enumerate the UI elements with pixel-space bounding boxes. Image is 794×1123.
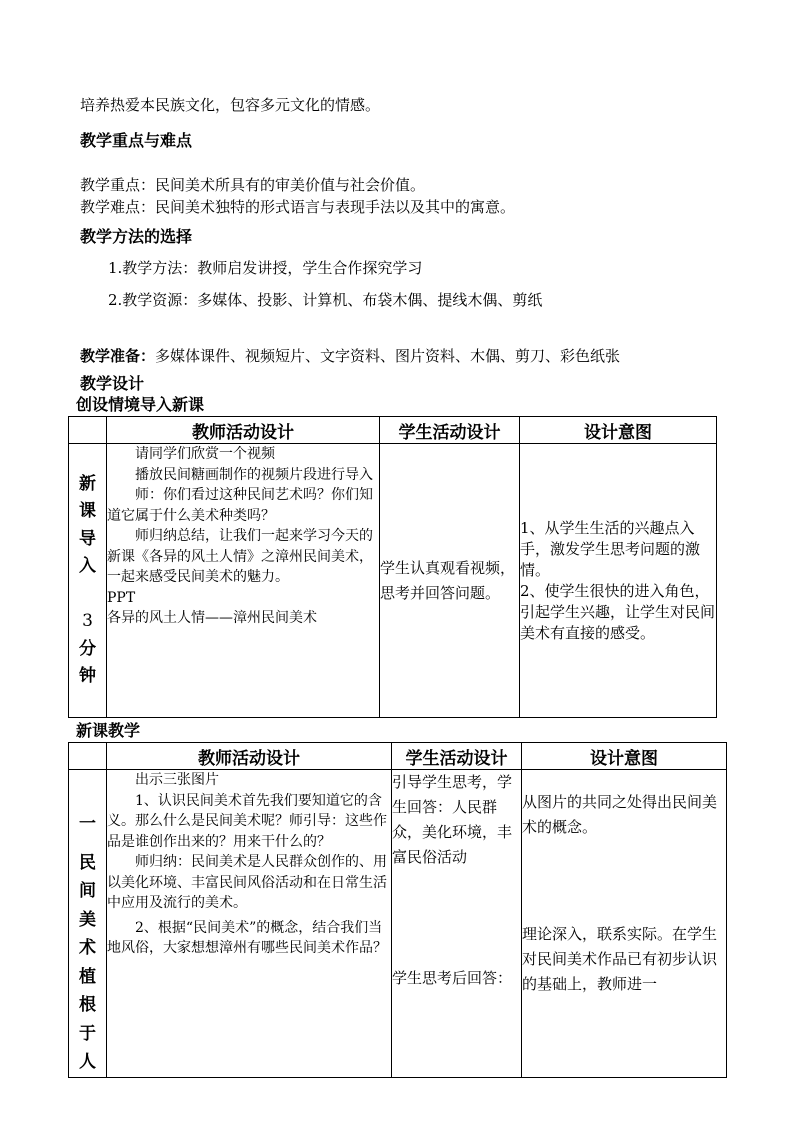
teaching-focus: 教学重点：民间美术所具有的审美价值与社会价值。 (80, 176, 426, 194)
lesson-teacher-activity: 出示三张图片 1、认识民间美术首先我们要知道它的含义。那么什么是民间美术呢？师引导：这些作品是谁创作出来的？用来干什么的？ 师归纳：民间美术是人民群众创作的、用以美化环境、丰富民间风俗活动和在日常生活中应用及流行的美术。 2、根据“民间美术”的概念，结合我们当地风俗，大家想想漳州有哪些民间美术作品？ (107, 770, 392, 1078)
header-intent: 设计意图 (520, 417, 717, 444)
header-intent-2: 设计意图 (522, 743, 727, 770)
intro-table (68, 416, 717, 718)
preparation-line (80, 346, 620, 366)
intro-side-label: 新 课 导 入 3 分 钟 (69, 444, 107, 718)
header-corner-2 (69, 743, 107, 770)
method-item-1: 1.教学方法：教师启发讲授，学生合作探究学习 (108, 259, 423, 277)
preparation-label: 教学准备： (80, 347, 156, 365)
lesson-side-label: 一 民 间 美 术 植 根 于 人 (69, 770, 107, 1078)
header-student: 学生活动设计 (380, 417, 520, 444)
header-student-2: 学生活动设计 (392, 743, 522, 770)
new-lesson-table (68, 742, 727, 1078)
intro-student-activity: 学生认真观看视频，思考并回答问题。 (380, 444, 520, 718)
header-teacher: 教师活动设计 (107, 417, 380, 444)
section1-heading: 创设情境导入新课 (76, 395, 205, 414)
lesson-design-intent: 从图片的共同之处得出民间美术的概念。 理论深入，联系实际。在学生对民间美术作品已有初步认识的基础上，教师进一 (522, 770, 727, 1078)
header-teacher-2: 教师活动设计 (107, 743, 392, 770)
section2-heading: 新课教学 (76, 721, 141, 740)
intro-line: 培养热爱本民族文化，包容多元文化的情感。 (80, 96, 381, 114)
design-heading: 教学设计 (80, 374, 145, 393)
key-points-heading: 教学重点与难点 (80, 131, 193, 150)
teaching-difficulty: 教学难点：民间美术独特的形式语言与表现手法以及其中的寓意。 (80, 198, 516, 216)
lesson-student-activity: 引导学生思考，学生回答：人民群众，美化环境，丰富民俗活动 学生思考后回答： (392, 770, 522, 1078)
methods-heading: 教学方法的选择 (80, 227, 193, 246)
intro-teacher-activity: 请同学们欣赏一个视频 播放民间糖画制作的视频片段进行导入 师：你们看过这种民间艺术吗？你们知道它属于什么美术种类吗？ 师归纳总结，让我们一起来学习今天的新课《各异的风土人情》之漳州民间美术，一起来感受民间美术的魅力。 PPT 各异的风土人情——漳州民间美术 (107, 444, 380, 718)
header-corner (69, 417, 107, 444)
method-item-2: 2.教学资源：多媒体、投影、计算机、布袋木偶、提线木偶、剪纸 (108, 291, 543, 309)
preparation-text: 多媒体课件、视频短片、文字资料、图片资料、木偶、剪刀、彩色纸张 (155, 347, 621, 365)
intro-design-intent: 1、从学生生活的兴趣点入手，激发学生思考问题的激情。 2、使学生很快的进入角色，引起学生兴趣，让学生对民间美术有直接的感受。 (520, 444, 717, 718)
